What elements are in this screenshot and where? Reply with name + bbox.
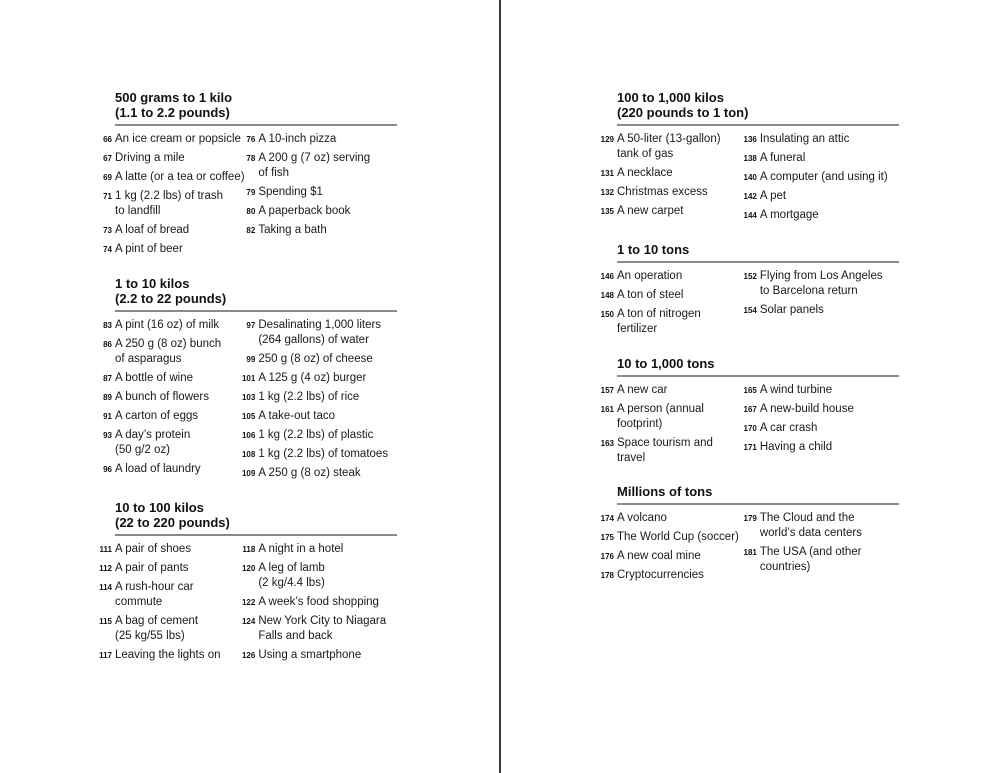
entry-text-line: A load of laundry xyxy=(115,463,201,475)
entry-text-line: A wind turbine xyxy=(759,384,833,396)
page-number: 179 xyxy=(743,514,757,523)
entry-text-line: commute xyxy=(115,596,163,608)
section-heading-line: 100 to 1,000 kilos xyxy=(617,90,724,105)
entry-text-line: A paperback book xyxy=(258,205,351,217)
page-number: 157 xyxy=(600,386,614,395)
section-heading-line: 1 to 10 kilos xyxy=(115,276,190,291)
entry-text-line: A necklace xyxy=(617,167,673,179)
entry-item xyxy=(103,242,258,257)
section-heading-line: 1 to 10 tons xyxy=(617,242,690,257)
page-number: 69 xyxy=(103,173,112,182)
entry-item xyxy=(743,421,899,436)
page-number: 148 xyxy=(600,291,614,300)
entry-column xyxy=(743,269,899,341)
page-number: 111 xyxy=(99,545,112,554)
right-page xyxy=(501,0,1000,773)
page-number: 71 xyxy=(103,192,112,201)
page-number: 136 xyxy=(743,135,757,144)
page-number: 82 xyxy=(246,226,256,235)
entry-text-line: travel xyxy=(617,452,646,464)
entry-columns xyxy=(103,318,397,485)
entry-item xyxy=(241,428,397,443)
entry-text-line: 1 kg (2.2 lbs) of rice xyxy=(258,391,360,403)
entry-text-line: Cryptocurrencies xyxy=(617,569,704,581)
page-number: 80 xyxy=(246,207,256,216)
entry-text-line: (2 kg/4.4 lbs) xyxy=(258,577,325,589)
entry-text-line: to Barcelona return xyxy=(759,285,858,297)
entry-text-line: A 200 g (7 oz) serving xyxy=(258,152,371,164)
section-1-to-10-kilos xyxy=(103,276,397,485)
entry-item xyxy=(241,466,397,481)
section-500g-to-1kg xyxy=(103,90,397,261)
page-number: 83 xyxy=(103,321,112,330)
page-number: 99 xyxy=(246,355,256,364)
page-number: 154 xyxy=(743,306,757,315)
entry-text-line: of fish xyxy=(258,167,289,179)
entry-item xyxy=(743,402,899,417)
entry-text-line: Falls and back xyxy=(258,630,333,642)
entry-text-line: A volcano xyxy=(617,512,667,524)
page-number: 96 xyxy=(103,465,112,474)
entry-item xyxy=(743,440,899,455)
entry-columns xyxy=(600,383,899,470)
entry-text-line: world’s data centers xyxy=(759,527,862,539)
entry-item xyxy=(241,371,397,386)
section-heading xyxy=(617,242,899,263)
page-number: 152 xyxy=(743,272,757,281)
entry-text-line: A funeral xyxy=(759,152,806,164)
entry-text-line: 1 kg (2.2 lbs) of trash xyxy=(115,190,224,202)
entry-text-line: of asparagus xyxy=(115,353,182,365)
entry-column xyxy=(743,511,899,587)
entry-text-line: Solar panels xyxy=(759,304,824,316)
entry-item xyxy=(600,288,760,303)
page-number: 87 xyxy=(103,374,112,383)
page-number: 163 xyxy=(600,439,614,448)
entry-text-line: A pint of beer xyxy=(115,243,183,255)
page-number: 106 xyxy=(241,431,256,440)
section-heading-line: (1.1 to 2.2 pounds) xyxy=(115,105,230,120)
page-number: 86 xyxy=(103,340,112,349)
entry-item xyxy=(743,151,899,166)
page-number: 167 xyxy=(743,405,757,414)
entry-item xyxy=(743,511,899,541)
entry-text-line: Space tourism and xyxy=(617,437,713,449)
entry-text-line: A day’s protein xyxy=(115,429,191,441)
page-number: 176 xyxy=(600,552,614,561)
entry-text-line: A latte (or a tea or coffee) xyxy=(115,171,245,183)
page-number: 126 xyxy=(241,651,256,660)
entry-text-line: A 125 g (4 oz) burger xyxy=(258,372,367,384)
page-number: 144 xyxy=(743,211,757,220)
entry-column xyxy=(743,383,899,470)
entry-text-line: The USA (and other xyxy=(759,546,862,558)
entry-text-line: A carton of eggs xyxy=(115,410,199,422)
page-number: 118 xyxy=(242,545,256,554)
entry-text-line: 1 kg (2.2 lbs) of tomatoes xyxy=(258,448,389,460)
page-number: 161 xyxy=(600,405,614,414)
page-number: 129 xyxy=(600,135,614,144)
entry-text-line: A 50-liter (13-gallon) xyxy=(617,133,721,145)
entry-text-line: The World Cup (soccer) xyxy=(617,531,739,543)
page-number: 175 xyxy=(600,533,614,542)
entry-text-line: A ton of steel xyxy=(617,289,684,301)
page-number: 170 xyxy=(743,424,757,433)
entry-text-line: A week’s food shopping xyxy=(258,596,379,608)
entry-text-line: tank of gas xyxy=(617,148,674,160)
entry-text-line: A pet xyxy=(759,190,787,202)
entry-item xyxy=(242,542,397,557)
entry-text-line: Using a smartphone xyxy=(258,649,362,661)
entry-text-line: An ice cream or popsicle xyxy=(115,133,241,145)
section-100-to-1000-kilos xyxy=(600,90,899,227)
section-1-to-10-tons xyxy=(600,242,899,341)
entry-text-line: The Cloud and the xyxy=(759,512,855,524)
section-heading xyxy=(617,356,899,377)
entry-item xyxy=(743,189,899,204)
section-millions-of-tons xyxy=(600,484,899,587)
section-heading-line: 500 grams to 1 kilo xyxy=(115,90,233,105)
entry-text-line: A ton of nitrogen xyxy=(617,308,701,320)
entry-columns xyxy=(600,132,899,227)
entry-text-line: Flying from Los Angeles xyxy=(759,270,883,282)
entry-text-line: A computer (and using it) xyxy=(759,171,888,183)
page-number: 78 xyxy=(246,154,256,163)
page-number: 91 xyxy=(103,412,112,421)
entry-column xyxy=(246,132,397,261)
entry-item xyxy=(241,561,397,591)
section-heading-line: (22 to 220 pounds) xyxy=(115,515,230,530)
section-heading-line: Millions of tons xyxy=(617,484,713,499)
entry-text-line: A rush-hour car xyxy=(115,581,194,593)
entry-text-line: countries) xyxy=(759,561,811,573)
entry-item xyxy=(103,170,258,185)
entry-text-line: A person (annual xyxy=(617,403,704,415)
entry-item xyxy=(743,132,899,147)
entry-text-line: footprint) xyxy=(617,418,663,430)
page-number: 120 xyxy=(241,564,256,573)
section-heading xyxy=(617,90,899,126)
entry-text-line: A bag of cement xyxy=(115,615,199,627)
page-number: 115 xyxy=(99,617,112,626)
entry-text-line: A pint (16 oz) of milk xyxy=(115,319,220,331)
page-number: 171 xyxy=(743,443,757,452)
page-number: 124 xyxy=(241,617,256,626)
page-number: 132 xyxy=(600,188,614,197)
page-number: 101 xyxy=(241,374,256,383)
page-number: 174 xyxy=(600,514,614,523)
entry-item xyxy=(246,132,397,147)
entry-text-line: Having a child xyxy=(759,441,833,453)
entry-item xyxy=(246,223,397,238)
entry-item xyxy=(241,614,397,644)
entry-item xyxy=(600,530,760,545)
entry-column xyxy=(743,132,899,227)
page-number: 103 xyxy=(241,393,256,402)
entry-column xyxy=(241,318,397,485)
entry-text-line: Driving a mile xyxy=(115,152,185,164)
entry-text-line: A bunch of flowers xyxy=(115,391,209,403)
entry-text-line: Desalinating 1,000 liters xyxy=(258,319,382,331)
page-number: 73 xyxy=(103,226,112,235)
section-10-to-1000-tons xyxy=(600,356,899,470)
entry-item xyxy=(743,208,899,223)
page-number: 112 xyxy=(99,564,112,573)
entry-text-line: A mortgage xyxy=(759,209,819,221)
page-number: 67 xyxy=(103,154,112,163)
page-number: 181 xyxy=(743,548,757,557)
page-number: 146 xyxy=(600,272,614,281)
entry-text-line: A car crash xyxy=(759,422,818,434)
entry-item xyxy=(241,447,397,462)
entry-text-line: A new-build house xyxy=(759,403,854,415)
page-number: 117 xyxy=(99,651,112,660)
entry-columns xyxy=(600,511,899,587)
entry-text-line: A leg of lamb xyxy=(258,562,325,574)
entry-text-line: A new car xyxy=(617,384,668,396)
entry-item xyxy=(743,269,899,299)
entry-text-line: New York City to Niagara xyxy=(258,615,387,627)
page-number: 131 xyxy=(600,169,614,178)
entry-text-line: to landfill xyxy=(115,205,161,217)
entry-columns xyxy=(103,132,397,261)
section-heading xyxy=(115,276,397,312)
entry-item xyxy=(600,568,760,583)
section-heading-line: 10 to 1,000 tons xyxy=(617,356,715,371)
entry-text-line: A 10-inch pizza xyxy=(258,133,337,145)
entry-text-line: Taking a bath xyxy=(258,224,327,236)
page-number: 108 xyxy=(241,450,256,459)
section-heading-line: (2.2 to 22 pounds) xyxy=(115,291,227,306)
page-number: 89 xyxy=(103,393,112,402)
entry-text-line: Spending $1 xyxy=(258,186,323,198)
section-heading xyxy=(115,90,397,126)
entry-text-line: A new carpet xyxy=(617,205,684,217)
entry-text-line: A 250 g (8 oz) bunch xyxy=(115,338,222,350)
entry-text-line: A bottle of wine xyxy=(115,372,193,384)
page-number: 97 xyxy=(246,321,256,330)
page-number: 122 xyxy=(241,598,256,607)
entry-item xyxy=(246,151,397,181)
entry-text-line: Leaving the lights on xyxy=(115,649,221,661)
entry-text-line: Christmas excess xyxy=(617,186,708,198)
page-number: 150 xyxy=(600,310,614,319)
section-heading xyxy=(617,484,899,505)
page-number: 165 xyxy=(743,386,757,395)
entry-text-line: (50 g/2 oz) xyxy=(115,444,170,456)
entry-text-line: A pair of shoes xyxy=(115,543,192,555)
entry-item xyxy=(241,390,397,405)
entry-text-line: Insulating an attic xyxy=(759,133,850,145)
entry-columns xyxy=(99,542,397,667)
entry-text-line: fertilizer xyxy=(617,323,658,335)
page-number: 140 xyxy=(743,173,757,182)
entry-text-line: A 250 g (8 oz) steak xyxy=(258,467,361,479)
page-number: 66 xyxy=(103,135,112,144)
entry-item xyxy=(246,352,397,367)
left-page xyxy=(0,0,499,773)
entry-item xyxy=(743,545,899,575)
page-number: 138 xyxy=(743,154,757,163)
entry-text-line: A new coal mine xyxy=(617,550,701,562)
page-number: 142 xyxy=(743,192,757,201)
entry-column xyxy=(241,542,397,667)
entry-columns xyxy=(600,269,899,341)
entry-item xyxy=(246,318,397,348)
page-number: 79 xyxy=(246,188,256,197)
entry-text-line: A loaf of bread xyxy=(115,224,190,236)
entry-text-line: An operation xyxy=(617,270,683,282)
entry-item xyxy=(246,185,397,200)
entry-item xyxy=(743,383,899,398)
page-number: 178 xyxy=(600,571,614,580)
entry-item xyxy=(241,409,397,424)
entry-text-line: (25 kg/55 lbs) xyxy=(115,630,185,642)
entry-text-line: A take-out taco xyxy=(258,410,336,422)
section-heading-line: 10 to 100 kilos xyxy=(115,500,204,515)
entry-item xyxy=(246,204,397,219)
section-10-to-100-kilos xyxy=(99,500,397,667)
page-number: 76 xyxy=(246,135,256,144)
entry-text-line: (264 gallons) of water xyxy=(258,334,369,346)
entry-text-line: A pair of pants xyxy=(115,562,189,574)
page-number: 114 xyxy=(99,583,112,592)
entry-text-line: A night in a hotel xyxy=(258,543,344,555)
section-heading xyxy=(115,500,397,536)
entry-item xyxy=(241,648,397,663)
page-number: 109 xyxy=(241,469,256,478)
entry-item xyxy=(241,595,397,610)
entry-item xyxy=(743,170,899,185)
entry-text-line: 1 kg (2.2 lbs) of plastic xyxy=(258,429,374,441)
entry-item xyxy=(743,303,899,318)
page-number: 74 xyxy=(103,245,112,254)
page-number: 93 xyxy=(103,431,112,440)
entry-text-line: 250 g (8 oz) of cheese xyxy=(258,353,373,365)
page-number: 135 xyxy=(600,207,614,216)
section-heading-line: (220 pounds to 1 ton) xyxy=(617,105,749,120)
page-number: 105 xyxy=(241,412,256,421)
